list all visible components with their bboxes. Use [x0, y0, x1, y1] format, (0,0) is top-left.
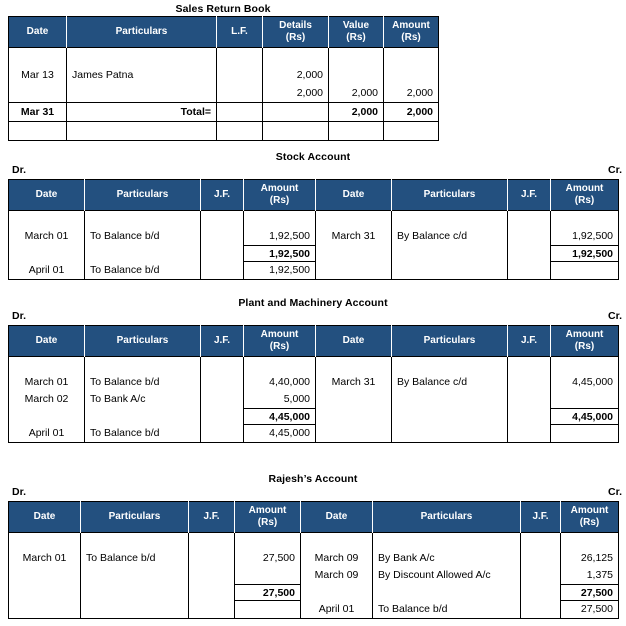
col-header-date-dr: Date	[9, 180, 85, 211]
dr-part-0: To Balance b/d	[90, 376, 160, 388]
cr-amt-total: 1,92,500	[551, 245, 618, 262]
spacer-line	[329, 66, 383, 84]
cell-date	[9, 48, 67, 103]
cr-date-3: April 01	[318, 603, 355, 615]
total-amount: 2,000	[406, 106, 433, 118]
spacer-line	[235, 533, 300, 550]
cr-jf	[508, 357, 550, 374]
col-header-value	[329, 17, 384, 48]
plant-machinery-account-section	[0, 296, 626, 439]
spacer-line	[85, 211, 200, 228]
entry-value: 2,000	[351, 87, 378, 99]
spacer-line	[67, 48, 216, 66]
entry-particulars: James Patna	[72, 69, 134, 81]
cell-particulars-cr	[392, 211, 508, 280]
spacer-line	[67, 122, 216, 140]
header-text: Date	[26, 26, 49, 37]
dr-amt-total: 4,45,000	[244, 408, 315, 425]
header-text-line1: Amount	[565, 183, 604, 194]
cell-amount-dr	[244, 211, 316, 280]
dr-part-1	[81, 567, 188, 584]
cr-date-1	[316, 245, 391, 262]
header-text-line2: (Rs)	[269, 195, 290, 206]
cr-part-1: By Discount Allowed A/c	[378, 569, 491, 581]
cell-particulars-cr	[373, 533, 521, 619]
spacer-line	[316, 211, 391, 228]
cr-date-1	[316, 391, 391, 408]
dr-date-2	[9, 408, 84, 425]
plant-dr-cr-labels	[0, 310, 626, 324]
dr-date-1: March 02	[24, 393, 69, 405]
cell-jf-dr	[201, 357, 244, 443]
cell-value	[329, 122, 384, 141]
cell-amount	[384, 48, 439, 103]
cell-date-cr	[316, 211, 392, 280]
header-text-line1: Details	[279, 20, 312, 31]
cr-amt-0: 1,92,500	[572, 230, 613, 242]
col-header-date	[9, 17, 67, 48]
col-header-amount-dr	[244, 326, 316, 357]
cr-date-0: March 31	[331, 230, 376, 242]
cr-amt-2	[551, 262, 618, 279]
cr-label: Cr.	[607, 486, 622, 498]
plant-machinery-account-title: Plant and Machinery Account	[238, 297, 388, 309]
cell-particulars	[67, 103, 217, 122]
cell-jf-cr	[521, 533, 561, 619]
table-header-row	[9, 326, 619, 357]
total-label: Total=	[180, 106, 211, 118]
col-header-amount-dr	[235, 502, 301, 533]
cr-amt-3: 27,500	[580, 603, 613, 615]
cr-part-0: By Balance c/d	[397, 376, 468, 388]
cr-amt-total: 4,45,000	[551, 408, 618, 425]
dr-date-1	[9, 245, 84, 262]
cr-part-1	[392, 245, 507, 262]
col-header-jf-cr: J.F.	[508, 180, 551, 211]
spacer-line	[9, 211, 84, 228]
cr-amt-total: 27,500	[561, 584, 618, 601]
cell-lf	[217, 103, 263, 122]
stock-account-section	[0, 150, 626, 276]
cell-amount-dr	[235, 533, 301, 619]
cell-jf-dr	[189, 533, 235, 619]
rajesh-account-table-wrap	[8, 501, 618, 619]
col-header-date-dr: Date	[9, 326, 85, 357]
dr-date-3: April 01	[28, 427, 65, 439]
table-row	[9, 48, 439, 103]
stock-dr-cr-labels	[0, 164, 626, 178]
col-header-particulars-cr: Particulars	[373, 502, 521, 533]
spacer-line	[9, 357, 84, 374]
col-header-particulars	[67, 17, 217, 48]
cell-value	[329, 103, 384, 122]
header-text: L.F.	[231, 26, 248, 37]
sales-return-book-table	[8, 16, 439, 141]
spacer-line	[217, 84, 262, 102]
dr-date-0: March 01	[24, 230, 69, 242]
col-header-amount-cr	[551, 180, 619, 211]
cr-amt-3	[551, 425, 618, 442]
cr-part-3: To Balance b/d	[378, 603, 448, 615]
cr-amt-1: 1,375	[586, 569, 613, 581]
spacer-line	[263, 48, 328, 66]
spacer-line	[9, 84, 66, 102]
entry-date: Mar 13	[21, 69, 54, 81]
spacer-line	[9, 122, 66, 140]
cr-date-2	[316, 408, 391, 425]
cr-part-2	[392, 408, 507, 425]
dr-label: Dr.	[12, 486, 27, 498]
header-text-line2: (Rs)	[574, 341, 595, 352]
spacer-line	[217, 48, 262, 66]
dr-label: Dr.	[12, 164, 27, 176]
cell-lf	[217, 48, 263, 103]
dr-jf	[201, 357, 243, 374]
header-text-line2: (Rs)	[574, 195, 595, 206]
entry-amount: 2,000	[406, 87, 433, 99]
header-text-line2: (Rs)	[257, 517, 278, 528]
rajesh-account-title: Rajesh’s Account	[268, 473, 358, 485]
cell-jf-dr	[201, 211, 244, 280]
cell-lf	[217, 122, 263, 141]
sales-return-book-title: Sales Return Book	[175, 3, 271, 15]
dr-part-1: To Bank A/c	[90, 393, 146, 405]
dr-part-2	[85, 408, 200, 425]
cr-jf	[521, 533, 560, 550]
dr-date-0: March 01	[24, 376, 69, 388]
cell-value	[329, 48, 384, 103]
sales-return-book-section	[8, 2, 438, 141]
table-row	[9, 211, 619, 280]
header-text-line1: Amount	[565, 329, 604, 340]
cr-date-3	[316, 425, 391, 442]
cr-part-0: By Balance c/d	[397, 230, 468, 242]
table-header-row	[9, 17, 439, 48]
header-text-line2: (Rs)	[401, 32, 421, 43]
table-row	[9, 533, 619, 619]
dr-label: Dr.	[12, 310, 27, 322]
col-header-date-cr: Date	[316, 326, 392, 357]
spacer-line	[244, 211, 315, 228]
dr-part-0: To Balance b/d	[86, 552, 156, 564]
cr-date-2	[301, 584, 372, 601]
cell-jf-cr	[508, 357, 551, 443]
cell-jf-cr	[508, 211, 551, 280]
cell-particulars-dr	[85, 357, 201, 443]
spacer-line	[85, 357, 200, 374]
cell-amount-dr	[244, 357, 316, 443]
spacer-line	[301, 533, 372, 550]
total-date: Mar 31	[20, 106, 55, 118]
dr-date-2: April 01	[28, 264, 65, 276]
spacer-line	[373, 533, 520, 550]
stock-account-table-wrap	[8, 179, 618, 280]
col-header-amount-dr	[244, 180, 316, 211]
spacer-line	[217, 122, 262, 140]
cell-particulars-dr	[81, 533, 189, 619]
col-header-amount-cr	[551, 326, 619, 357]
cr-date-2	[316, 262, 391, 279]
table-header-row	[9, 502, 619, 533]
header-text-line2: (Rs)	[269, 341, 290, 352]
spacer-line	[329, 48, 383, 66]
header-text-line1: Amount	[392, 20, 430, 31]
table-header-row	[9, 180, 619, 211]
cr-date-0: March 31	[331, 376, 376, 388]
cell-details	[263, 122, 329, 141]
cr-part-1	[392, 391, 507, 408]
col-header-particulars-dr: Particulars	[81, 502, 189, 533]
spacer-line	[561, 533, 618, 550]
dr-part-0: To Balance b/d	[90, 230, 160, 242]
col-header-particulars-dr: Particulars	[85, 180, 201, 211]
dr-amt-3	[235, 601, 300, 618]
cell-amount-cr	[551, 211, 619, 280]
total-details	[263, 103, 328, 121]
cell-amount	[384, 103, 439, 122]
spacer-line	[551, 357, 618, 374]
cell-date-dr	[9, 357, 85, 443]
cr-date-0: March 09	[314, 552, 359, 564]
spacer-line	[9, 533, 80, 550]
plant-machinery-table-wrap	[8, 325, 618, 443]
dr-date-3	[9, 601, 80, 618]
header-text-line2: (Rs)	[346, 32, 366, 43]
spacer-line	[384, 48, 438, 66]
header-text: Particulars	[115, 26, 168, 37]
plant-machinery-account-table	[8, 325, 619, 443]
dr-part-1	[85, 245, 200, 262]
cell-particulars-dr	[85, 211, 201, 280]
cell-amount-cr	[561, 533, 619, 619]
header-text-line1: Amount	[248, 505, 287, 516]
cr-jf	[508, 211, 550, 228]
dr-amt-1: 5,000	[283, 393, 310, 405]
col-header-particulars-dr: Particulars	[85, 326, 201, 357]
dr-part-2: To Balance b/d	[90, 264, 160, 276]
spacer-line	[244, 357, 315, 374]
col-header-jf-dr: J.F.	[201, 180, 244, 211]
cell-amount-cr	[551, 357, 619, 443]
cr-date-1: March 09	[314, 569, 359, 581]
header-text-line1: Amount	[260, 329, 299, 340]
spacer-line	[263, 122, 328, 140]
spacer-line	[329, 122, 383, 140]
dr-date-2	[9, 584, 80, 601]
spacer-line	[551, 211, 618, 228]
col-header-date-cr: Date	[301, 502, 373, 533]
cell-particulars	[67, 122, 217, 141]
dr-jf	[201, 211, 243, 228]
total-lf	[217, 103, 262, 121]
cr-part-2	[392, 262, 507, 279]
cell-date	[9, 122, 67, 141]
table-row	[9, 357, 619, 443]
header-text-line1: Amount	[260, 183, 299, 194]
col-header-amount-cr	[561, 502, 619, 533]
cr-amt-0: 26,125	[580, 552, 613, 564]
dr-amt-2: 1,92,500	[269, 264, 310, 276]
cr-amt-1	[551, 391, 618, 408]
cell-amount	[384, 122, 439, 141]
spacer-line	[384, 122, 438, 140]
table-empty-row	[9, 122, 439, 141]
cr-label: Cr.	[607, 310, 622, 322]
dr-amt-total: 27,500	[235, 584, 300, 601]
rajesh-account-section	[0, 472, 626, 615]
cell-date-dr	[9, 533, 81, 619]
dr-amt-1	[235, 567, 300, 584]
dr-amt-total: 1,92,500	[244, 245, 315, 262]
col-header-jf-dr: J.F.	[189, 502, 235, 533]
col-header-particulars-cr: Particulars	[392, 180, 508, 211]
dr-part-3: To Balance b/d	[90, 427, 160, 439]
cell-details	[263, 103, 329, 122]
table-total-row	[9, 103, 439, 122]
cr-part-2	[373, 584, 520, 601]
stock-account-table	[8, 179, 619, 280]
rajesh-dr-cr-labels	[0, 486, 626, 500]
spacer-line	[392, 357, 507, 374]
cr-label: Cr.	[607, 164, 622, 176]
spacer-line	[316, 357, 391, 374]
col-header-lf	[217, 17, 263, 48]
header-text-line1: Value	[342, 20, 370, 31]
entry-lf	[217, 66, 262, 84]
spacer-line	[67, 84, 216, 102]
col-header-date-cr: Date	[316, 180, 392, 211]
dr-amt-3: 4,45,000	[269, 427, 310, 439]
dr-amt-0: 4,40,000	[269, 376, 310, 388]
rajesh-account-table	[8, 501, 619, 619]
cell-particulars	[67, 48, 217, 103]
col-header-details	[263, 17, 329, 48]
dr-date-1	[9, 567, 80, 584]
stock-account-title: Stock Account	[275, 151, 351, 163]
header-text-line2: (Rs)	[285, 32, 306, 43]
header-text-line1: Amount	[570, 505, 609, 516]
dr-part-2	[81, 584, 188, 601]
spacer-line	[384, 66, 438, 84]
cr-part-0: By Bank A/c	[378, 552, 435, 564]
spacer-line	[81, 533, 188, 550]
cr-amt-0: 4,45,000	[572, 376, 613, 388]
dr-amt-0: 27,500	[262, 552, 295, 564]
header-text-line2: (Rs)	[579, 517, 600, 528]
cr-part-3	[392, 425, 507, 442]
dr-part-3	[81, 601, 188, 618]
cell-date-cr	[316, 357, 392, 443]
col-header-amount	[384, 17, 439, 48]
cell-date	[9, 103, 67, 122]
cell-date-dr	[9, 211, 85, 280]
spacer-line	[9, 48, 66, 66]
col-header-jf-cr: J.F.	[521, 502, 561, 533]
col-header-jf-cr: J.F.	[508, 326, 551, 357]
entry-details-2: 2,000	[296, 87, 323, 99]
cell-particulars-cr	[392, 357, 508, 443]
dr-amt-0: 1,92,500	[269, 230, 310, 242]
cell-details	[263, 48, 329, 103]
dr-jf	[189, 533, 234, 550]
cell-date-cr	[301, 533, 373, 619]
col-header-date-dr: Date	[9, 502, 81, 533]
spacer-line	[392, 211, 507, 228]
col-header-jf-dr: J.F.	[201, 326, 244, 357]
entry-details-1: 2,000	[296, 69, 323, 81]
col-header-particulars-cr: Particulars	[392, 326, 508, 357]
total-value: 2,000	[351, 106, 378, 118]
dr-date-0: March 01	[22, 552, 67, 564]
